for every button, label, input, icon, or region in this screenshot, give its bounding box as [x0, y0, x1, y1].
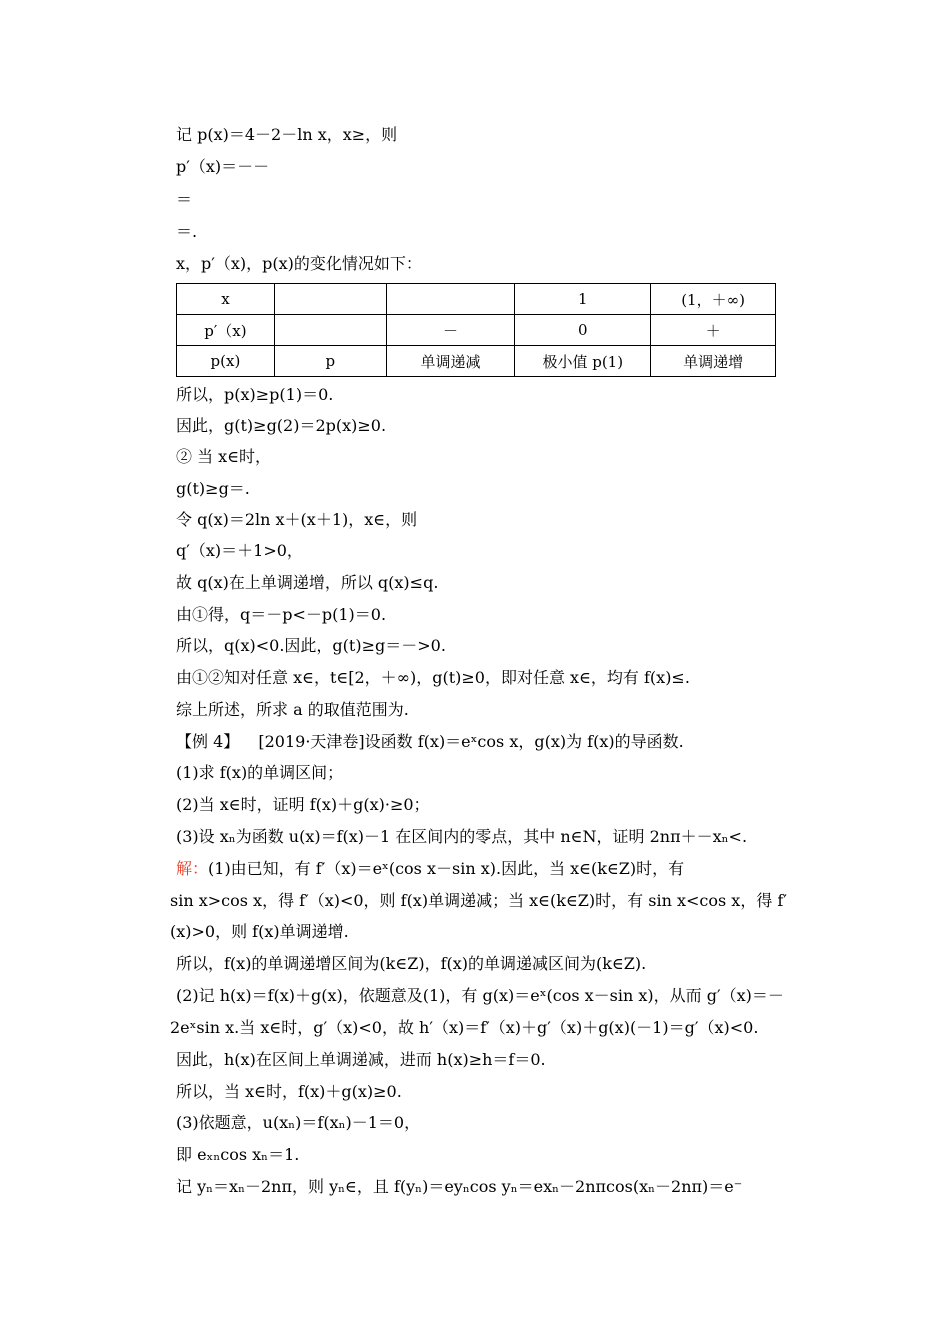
table-cell: 单调递减	[386, 346, 515, 377]
table-cell: p(x)	[177, 346, 275, 377]
solution-text: (1)由已知，有 f′（x)＝eˣ(cos x－sin x).因此，当 x∈(k∈Z)时，有	[208, 859, 685, 878]
example-statement: [2019·天津卷]设函数 f(x)＝eˣcos x，g(x)为 f(x)的导函数.	[258, 732, 684, 751]
text-line: 所以，p(x)≥p(1)＝0.	[176, 385, 334, 404]
question-2: (2)当 x∈时，证明 f(x)＋g(x)·≥0；	[176, 795, 430, 814]
table-cell: 1	[515, 284, 651, 315]
text-line: 所以，q(x)<0.因此，g(t)≥g＝－>0.	[176, 636, 446, 655]
text-line: x，p′（x)，p(x)的变化情况如下：	[176, 254, 422, 273]
variation-table	[176, 283, 776, 377]
table-cell	[274, 284, 386, 315]
text-line: 综上所述，所求 a 的取值范围为.	[176, 700, 409, 719]
table-cell: p′（x)	[177, 315, 275, 346]
question-1: (1)求 f(x)的单调区间；	[176, 763, 344, 782]
table-cell: 极小值 p(1)	[515, 346, 651, 377]
table-cell: (1，＋∞)	[651, 284, 776, 315]
solution-line: sin x>cos x，得 f′（x)<0，则 f(x)单调递减；当 x∈(k∈Z)时，有 sin x<cos x，得 f′	[170, 891, 787, 910]
example-header	[176, 731, 684, 753]
solution-line: 2eˣsin x.当 x∈时，g′（x)<0，故 h′（x)＝f′（x)＋g′（x)＋g(x)(－1)＝g′（x)<0.	[170, 1018, 759, 1037]
table-cell	[274, 315, 386, 346]
text-line: 故 q(x)在上单调递增，所以 q(x)≤q.	[176, 573, 439, 592]
text-line: 由①②知对任意 x∈，t∈[2，＋∞)，g(t)≥0，即对任意 x∈，均有 f(x)≤.	[176, 668, 690, 687]
solution-line: 所以，当 x∈时，f(x)＋g(x)≥0.	[176, 1082, 402, 1101]
solution-line: 即 eₓₙcos xₙ＝1.	[176, 1145, 300, 1164]
solution-line: (x)>0，则 f(x)单调递增.	[170, 922, 349, 941]
text-line: q′（x)＝＋1>0，	[176, 541, 303, 560]
solution-line: (3)依题意，u(xₙ)＝f(xₙ)－1＝0，	[176, 1113, 421, 1132]
solution-label: 解：	[176, 859, 209, 878]
table-cell	[386, 284, 515, 315]
table-row	[177, 315, 776, 346]
text-line: 由①得，q＝－p<－p(1)＝0.	[176, 605, 387, 624]
text-line: ＝	[176, 190, 193, 209]
table-cell: 单调递增	[651, 346, 776, 377]
solution-line: (2)记 h(x)＝f(x)＋g(x)，依题意及(1)，有 g(x)＝eˣ(cos x－sin x)，从而 g′（x)＝－	[176, 986, 784, 1005]
solution-line	[176, 858, 684, 880]
table-cell: －	[386, 315, 515, 346]
table-row	[177, 346, 776, 377]
question-3: (3)设 xₙ为函数 u(x)＝f(x)－1 在区间内的零点，其中 n∈N，证明 2nπ＋－xₙ<.	[176, 827, 748, 846]
solution-line: 因此，h(x)在区间上单调递减，进而 h(x)≥h＝f＝0.	[176, 1050, 546, 1069]
table-cell: x	[177, 284, 275, 315]
example-tag: 【例 4】	[176, 732, 240, 751]
table-cell: p	[274, 346, 386, 377]
solution-line: 所以，f(x)的单调递增区间为(k∈Z)，f(x)的单调递减区间为(k∈Z).	[176, 954, 647, 973]
text-line: 记 p(x)＝4－2－ln x，x≥，则	[176, 125, 398, 144]
text-line: g(t)≥g＝.	[176, 479, 250, 498]
text-line: p′（x)＝－－	[176, 157, 270, 176]
table-cell: 0	[515, 315, 651, 346]
text-line: ＝.	[176, 222, 198, 241]
table-cell: ＋	[651, 315, 776, 346]
text-line: ② 当 x∈时，	[176, 447, 272, 466]
text-line: 令 q(x)＝2ln x＋(x＋1)，x∈，则	[176, 510, 418, 529]
text-line: 因此，g(t)≥g(2)＝2p(x)≥0.	[176, 416, 387, 435]
solution-line: 记 yₙ＝xₙ－2nπ，则 yₙ∈，且 f(yₙ)＝eyₙcos yₙ＝exₙ－2nπcos(xₙ－2nπ)＝e⁻	[176, 1177, 743, 1196]
table-row	[177, 284, 776, 315]
